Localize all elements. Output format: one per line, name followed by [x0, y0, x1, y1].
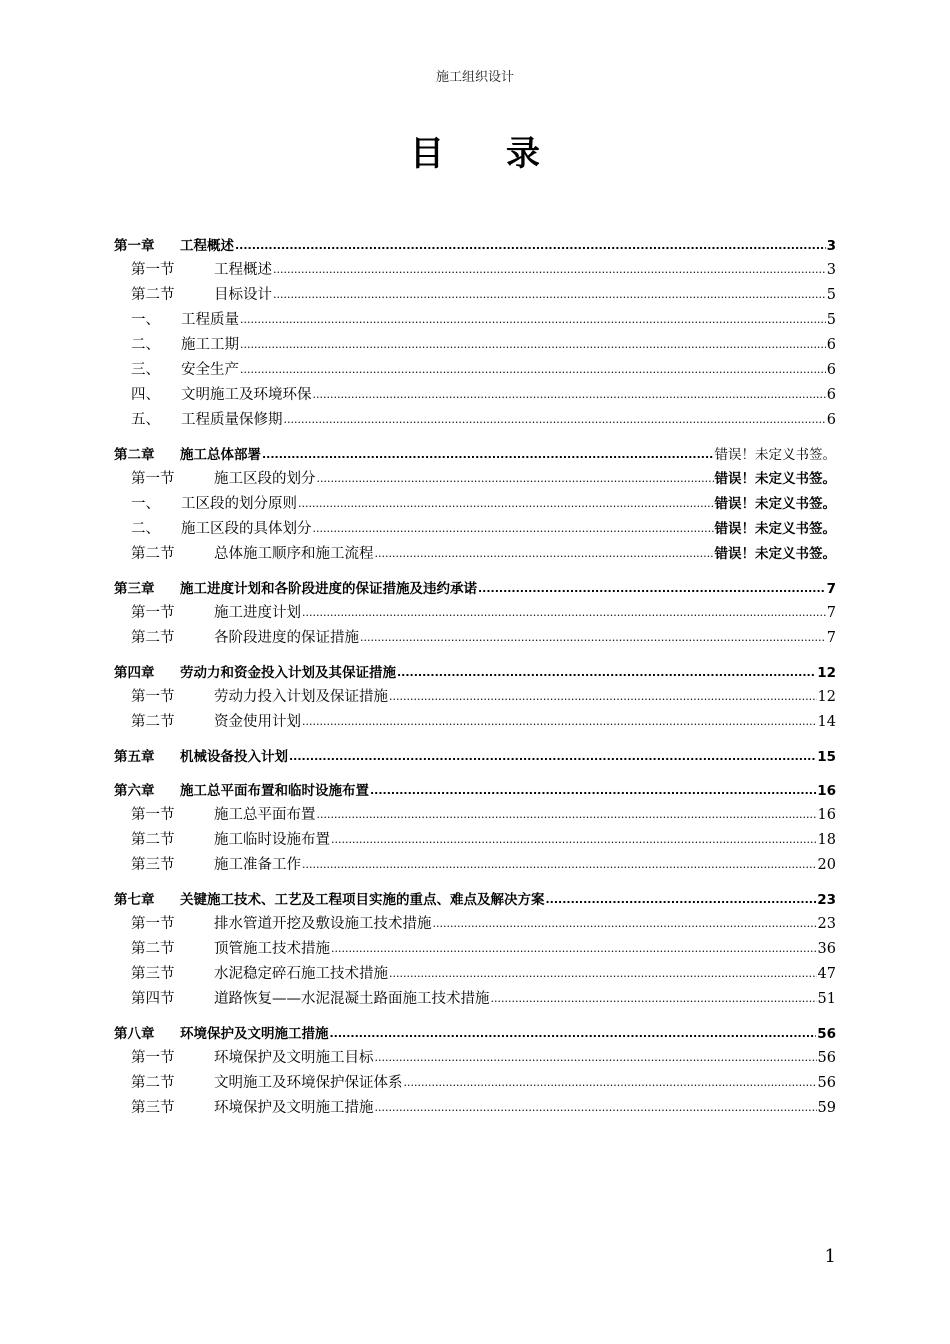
toc-entry-number: 第一节 — [131, 916, 175, 932]
toc-leader-dots — [397, 663, 816, 683]
toc-entry-title: 排水管道开挖及敷设施工技术措施 — [214, 916, 432, 932]
toc-entry-title: 工程概述 — [180, 238, 234, 254]
toc-entry-number: 第一节 — [131, 689, 175, 705]
toc-entry-title: 环境保护及文明施工措施 — [214, 1100, 374, 1116]
toc-entry-number: 第二节 — [131, 546, 175, 562]
toc-entry-title: 施工总平面布置 — [214, 807, 316, 823]
toc-entry-page: 12 — [817, 689, 836, 705]
toc-leader-dots — [389, 964, 817, 984]
toc-section-entry[interactable] — [114, 964, 836, 989]
toc-chapter-entry[interactable] — [114, 236, 836, 260]
toc-entry-number: 二、 — [131, 337, 160, 353]
toc-entry-page: 16 — [817, 807, 836, 823]
toc-entry-title: 施工区段的划分 — [214, 471, 316, 487]
toc-leader-dots — [273, 260, 826, 280]
toc-entry-page: 23 — [817, 892, 836, 908]
toc-leader-dots — [375, 544, 714, 564]
page-title: 目录 — [410, 134, 602, 174]
toc-entry-title: 施工工期 — [181, 337, 239, 353]
toc-section-entry[interactable] — [114, 830, 836, 855]
toc-entry-page: 3 — [826, 262, 836, 278]
toc-entry-page: 56 — [817, 1050, 836, 1066]
toc-entry-page: 14 — [817, 714, 836, 730]
toc-entry-page: 6 — [826, 337, 836, 353]
toc-entry-number: 一、 — [131, 312, 160, 328]
toc-leader-dots — [240, 335, 826, 355]
toc-section-entry[interactable] — [114, 494, 836, 519]
toc-entry-page: 59 — [817, 1100, 836, 1116]
toc-entry-title: 劳动力投入计划及保证措施 — [214, 689, 388, 705]
toc-section-entry[interactable] — [114, 687, 836, 712]
toc-chapter-entry[interactable] — [114, 747, 836, 771]
toc-entry-page: 6 — [826, 387, 836, 403]
toc-entry-number: 第二节 — [131, 714, 175, 730]
toc-leader-dots — [235, 236, 826, 256]
toc-entry-page: 7 — [826, 630, 836, 646]
toc-entry-number: 第一节 — [131, 262, 175, 278]
toc-section-entry[interactable] — [114, 469, 836, 494]
toc-section-entry[interactable] — [114, 1073, 836, 1098]
toc-entry-page: 错误！未定义书签。 — [714, 447, 836, 463]
toc-leader-dots — [284, 410, 826, 430]
toc-leader-dots — [330, 1024, 817, 1044]
toc-chapter-entry[interactable] — [114, 1024, 836, 1048]
toc-chapter-entry[interactable] — [114, 781, 836, 805]
toc-entry-title: 施工进度计划 — [214, 605, 301, 621]
toc-entry-number: 第一节 — [131, 471, 175, 487]
toc-section-entry[interactable] — [114, 855, 836, 880]
toc-entry-number: 第七章 — [114, 892, 155, 908]
toc-entry-page: 3 — [826, 238, 836, 254]
toc-leader-dots — [404, 1073, 817, 1093]
toc-entry-page: 7 — [826, 605, 836, 621]
toc-entry-title: 环境保护及文明施工措施 — [180, 1026, 329, 1042]
toc-entry-title: 工区段的划分原则 — [181, 496, 297, 512]
toc-entry-number: 第三节 — [131, 857, 175, 873]
toc-section-entry[interactable] — [114, 628, 836, 653]
toc-entry-title: 安全生产 — [181, 362, 239, 378]
toc-entry-title: 各阶段进度的保证措施 — [214, 630, 359, 646]
toc-section-entry[interactable] — [114, 603, 836, 628]
toc-entry-number: 二、 — [131, 521, 160, 537]
toc-entry-number: 第四章 — [114, 665, 155, 681]
toc-entry-number: 第二节 — [131, 832, 175, 848]
toc-entry-title: 道路恢复——水泥混凝土路面施工技术措施 — [214, 991, 490, 1007]
toc-entry-number: 第三节 — [131, 1100, 175, 1116]
toc-entry-number: 第二节 — [131, 630, 175, 646]
toc-entry-title: 关键施工技术、工艺及工程项目实施的重点、难点及解决方案 — [180, 892, 545, 908]
toc-entry-number: 第六章 — [114, 783, 155, 799]
toc-entry-title: 资金使用计划 — [214, 714, 301, 730]
toc-entry-page: 15 — [817, 749, 836, 765]
toc-section-entry[interactable] — [114, 310, 836, 335]
toc-entry-page: 23 — [817, 916, 836, 932]
running-header: 施工组织设计 — [435, 70, 514, 85]
toc-leader-dots — [375, 1098, 817, 1118]
toc-entry-title: 水泥稳定碎石施工技术措施 — [214, 966, 388, 982]
toc-entry-page: 错误！未定义书签。 — [714, 496, 836, 512]
toc-entry-number: 第二节 — [131, 941, 175, 957]
toc-entry-number: 三、 — [131, 362, 160, 378]
toc-entry-page: 20 — [817, 857, 836, 873]
toc-leader-dots — [375, 1048, 817, 1068]
toc-entry-title: 施工进度计划和各阶段进度的保证措施及违约承诺 — [180, 581, 477, 597]
toc-leader-dots — [433, 914, 817, 934]
toc-section-entry[interactable] — [114, 385, 836, 410]
toc-leader-dots — [317, 805, 817, 825]
toc-chapter-entry[interactable] — [114, 663, 836, 687]
toc-leader-dots — [546, 890, 817, 910]
toc-entry-title: 环境保护及文明施工目标 — [214, 1050, 374, 1066]
toc-leader-dots — [360, 628, 826, 648]
toc-entry-title: 施工临时设施布置 — [214, 832, 330, 848]
toc-section-entry[interactable] — [114, 285, 836, 310]
toc-entry-number: 第一节 — [131, 605, 175, 621]
toc-section-entry[interactable] — [114, 260, 836, 285]
table-of-contents — [114, 236, 836, 1123]
toc-section-entry[interactable] — [114, 544, 836, 569]
toc-leader-dots — [317, 469, 714, 489]
toc-chapter-entry[interactable] — [114, 890, 836, 914]
toc-entry-title: 工程质量 — [181, 312, 239, 328]
toc-section-entry[interactable] — [114, 939, 836, 964]
toc-entry-number: 五、 — [131, 412, 160, 428]
toc-leader-dots — [262, 445, 714, 465]
toc-entry-page: 5 — [826, 287, 836, 303]
toc-entry-page: 12 — [817, 665, 836, 681]
toc-entry-page: 错误！未定义书签。 — [714, 546, 836, 562]
toc-leader-dots — [313, 385, 826, 405]
toc-entry-title: 目标设计 — [214, 287, 272, 303]
toc-entry-title: 劳动力和资金投入计划及其保证措施 — [180, 665, 396, 681]
toc-entry-page: 51 — [817, 991, 836, 1007]
toc-entry-number: 第二节 — [131, 1075, 175, 1091]
toc-entry-number: 第五章 — [114, 749, 155, 765]
toc-leader-dots — [331, 939, 817, 959]
toc-section-entry[interactable] — [114, 519, 836, 544]
toc-leader-dots — [273, 285, 826, 305]
toc-section-entry[interactable] — [114, 360, 836, 385]
toc-leader-dots — [298, 494, 714, 514]
page-number: 1 — [824, 1246, 836, 1267]
toc-entry-page: 56 — [817, 1075, 836, 1091]
toc-leader-dots — [240, 310, 826, 330]
toc-entry-number: 第二章 — [114, 447, 155, 463]
toc-entry-page: 5 — [826, 312, 836, 328]
toc-leader-dots — [302, 855, 817, 875]
toc-entry-title: 施工总平面布置和临时设施布置 — [180, 783, 369, 799]
toc-entry-page: 16 — [817, 783, 836, 799]
toc-section-entry[interactable] — [114, 914, 836, 939]
toc-entry-number: 第三章 — [114, 581, 155, 597]
toc-entry-title: 工程质量保修期 — [181, 412, 283, 428]
toc-entry-page: 6 — [826, 412, 836, 428]
toc-entry-page: 7 — [826, 581, 836, 597]
toc-entry-number: 第一节 — [131, 807, 175, 823]
toc-entry-title: 机械设备投入计划 — [180, 749, 288, 765]
toc-entry-title: 总体施工顺序和施工流程 — [214, 546, 374, 562]
toc-entry-page: 36 — [817, 941, 836, 957]
toc-entry-title: 顶管施工技术措施 — [214, 941, 330, 957]
toc-entry-page: 错误！未定义书签。 — [714, 471, 836, 487]
toc-entry-number: 一、 — [131, 496, 160, 512]
toc-entry-page: 56 — [817, 1026, 836, 1042]
toc-leader-dots — [478, 579, 826, 599]
toc-entry-number: 第一节 — [131, 1050, 175, 1066]
toc-entry-title: 施工准备工作 — [214, 857, 301, 873]
toc-section-entry[interactable] — [114, 805, 836, 830]
toc-entry-number: 第四节 — [131, 991, 175, 1007]
toc-entry-title: 施工区段的具体划分 — [181, 521, 312, 537]
toc-chapter-entry[interactable] — [114, 445, 836, 469]
toc-leader-dots — [331, 830, 817, 850]
toc-entry-page: 错误！未定义书签。 — [714, 521, 836, 537]
toc-section-entry[interactable] — [114, 1098, 836, 1123]
toc-entry-page: 18 — [817, 832, 836, 848]
toc-section-entry[interactable] — [114, 335, 836, 360]
toc-entry-page: 47 — [817, 966, 836, 982]
toc-leader-dots — [491, 989, 817, 1009]
toc-entry-number: 第一章 — [114, 238, 155, 254]
toc-section-entry[interactable] — [114, 1048, 836, 1073]
toc-entry-title: 工程概述 — [214, 262, 272, 278]
toc-leader-dots — [240, 360, 826, 380]
toc-section-entry[interactable] — [114, 410, 836, 435]
toc-leader-dots — [313, 519, 714, 539]
toc-leader-dots — [302, 603, 826, 623]
toc-leader-dots — [302, 712, 817, 732]
toc-entry-number: 第二节 — [131, 287, 175, 303]
toc-chapter-entry[interactable] — [114, 579, 836, 603]
toc-entry-title: 施工总体部署 — [180, 447, 261, 463]
toc-section-entry[interactable] — [114, 712, 836, 737]
toc-entry-title: 文明施工及环境保护保证体系 — [214, 1075, 403, 1091]
toc-entry-number: 第八章 — [114, 1026, 155, 1042]
toc-leader-dots — [289, 747, 816, 767]
toc-entry-page: 6 — [826, 362, 836, 378]
toc-entry-title: 文明施工及环境环保 — [181, 387, 312, 403]
toc-section-entry[interactable] — [114, 989, 836, 1014]
toc-entry-number: 第三节 — [131, 966, 175, 982]
toc-entry-number: 四、 — [131, 387, 160, 403]
toc-leader-dots — [389, 687, 817, 707]
toc-leader-dots — [370, 781, 816, 801]
